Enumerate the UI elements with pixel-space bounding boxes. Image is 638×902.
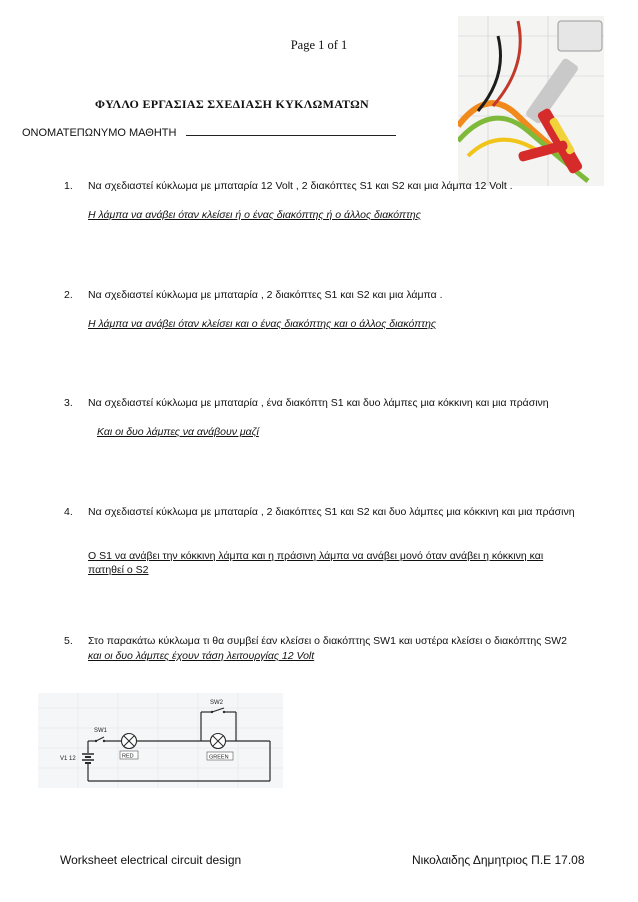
lamp-red-icon [122,734,137,749]
question-text: Να σχεδιαστεί κύκλωμα με μπαταρία , 2 διακόπτες S1 και S2 και δυο λάμπες μια κόκκινη και μια πράσινη [88,506,575,518]
student-name-line [22,125,396,139]
page-header: Page 1 of 1 [290,38,348,52]
lamp-green-icon [211,734,226,749]
question-5 [64,634,584,649]
question-number: 5. [64,635,73,647]
lamp-red-label: RED [122,753,134,760]
question-text: Να σχεδιαστεί κύκλωμα με μπαταρία , ένα διακόπτη S1 και δυο λάμπες μια κόκκινη και μια πράσινη [88,397,549,409]
question-number: 2. [64,289,73,301]
student-name-label: ΟΝΟΜΑΤΕΠΩΝΥΜΟ ΜΑΘΗΤΗ [22,127,177,139]
question-text: Στο παρακάτω κύκλωμα τι θα συμβεί έαν κλείσει ο διακόπτης SW1 και υστέρα κλείσει ο διακόπτης SW2 [88,635,567,647]
question-number: 4. [64,506,73,518]
question-2-note: Η λάμπα να ανάβει όταν κλείσει και ο ένας διακόπτης και ο άλλος διακόπτης [88,318,437,330]
footer-right: Νικολαιδης Δημητριος Π.Ε 17.08 [412,853,585,867]
footer-left: Worksheet electrical circuit design [60,853,242,867]
question-text: Να σχεδιαστεί κύκλωμα με μπαταρία , 2 διακόπτες S1 και S2 και μια λάμπα . [88,289,443,301]
question-1 [64,179,584,194]
question-3-note: Και οι δυο λάμπες να ανάβουν μαζί [97,426,259,438]
question-5-note: και οι δυο λάμπες έχουν τάση λειτουργίας 12 Volt [88,650,315,662]
worksheet-title: ΦΥΛΛΟ ΕΡΓΑΣΙΑΣ ΣΧΕΔΙΑΣΗ ΚΥΚΛΩΜΑΤΩΝ [95,97,369,111]
student-name-blank [186,125,396,136]
circuit-diagram [38,693,283,788]
tools-photo [458,16,604,186]
question-number: 1. [64,180,73,192]
question-1-note: Η λάμπα να ανάβει όταν κλείσει ή ο ένας διακόπτης ή ο άλλος διακόπτης [88,209,421,221]
question-text: Να σχεδιαστεί κύκλωμα με μπαταρία 12 Volt , 2 διακόπτες S1 και S2 και μια λάμπα 12 Volt . [88,180,513,192]
question-2 [64,288,584,303]
battery-label: V1 12 [60,756,76,762]
sw1-label: SW1 [94,728,108,734]
question-4 [64,505,584,520]
lamp-green-label: GREEN [209,754,229,761]
sw2-label: SW2 [210,700,224,706]
question-4-note: Ο S1 να ανάβει την κόκκινη λάμπα και η πράσινη λάμπα να ανάβει μονό όταν ανάβει η κόκκινη και πατηθεί ο S2 [88,550,544,576]
question-number: 3. [64,397,73,409]
question-3 [64,396,584,411]
